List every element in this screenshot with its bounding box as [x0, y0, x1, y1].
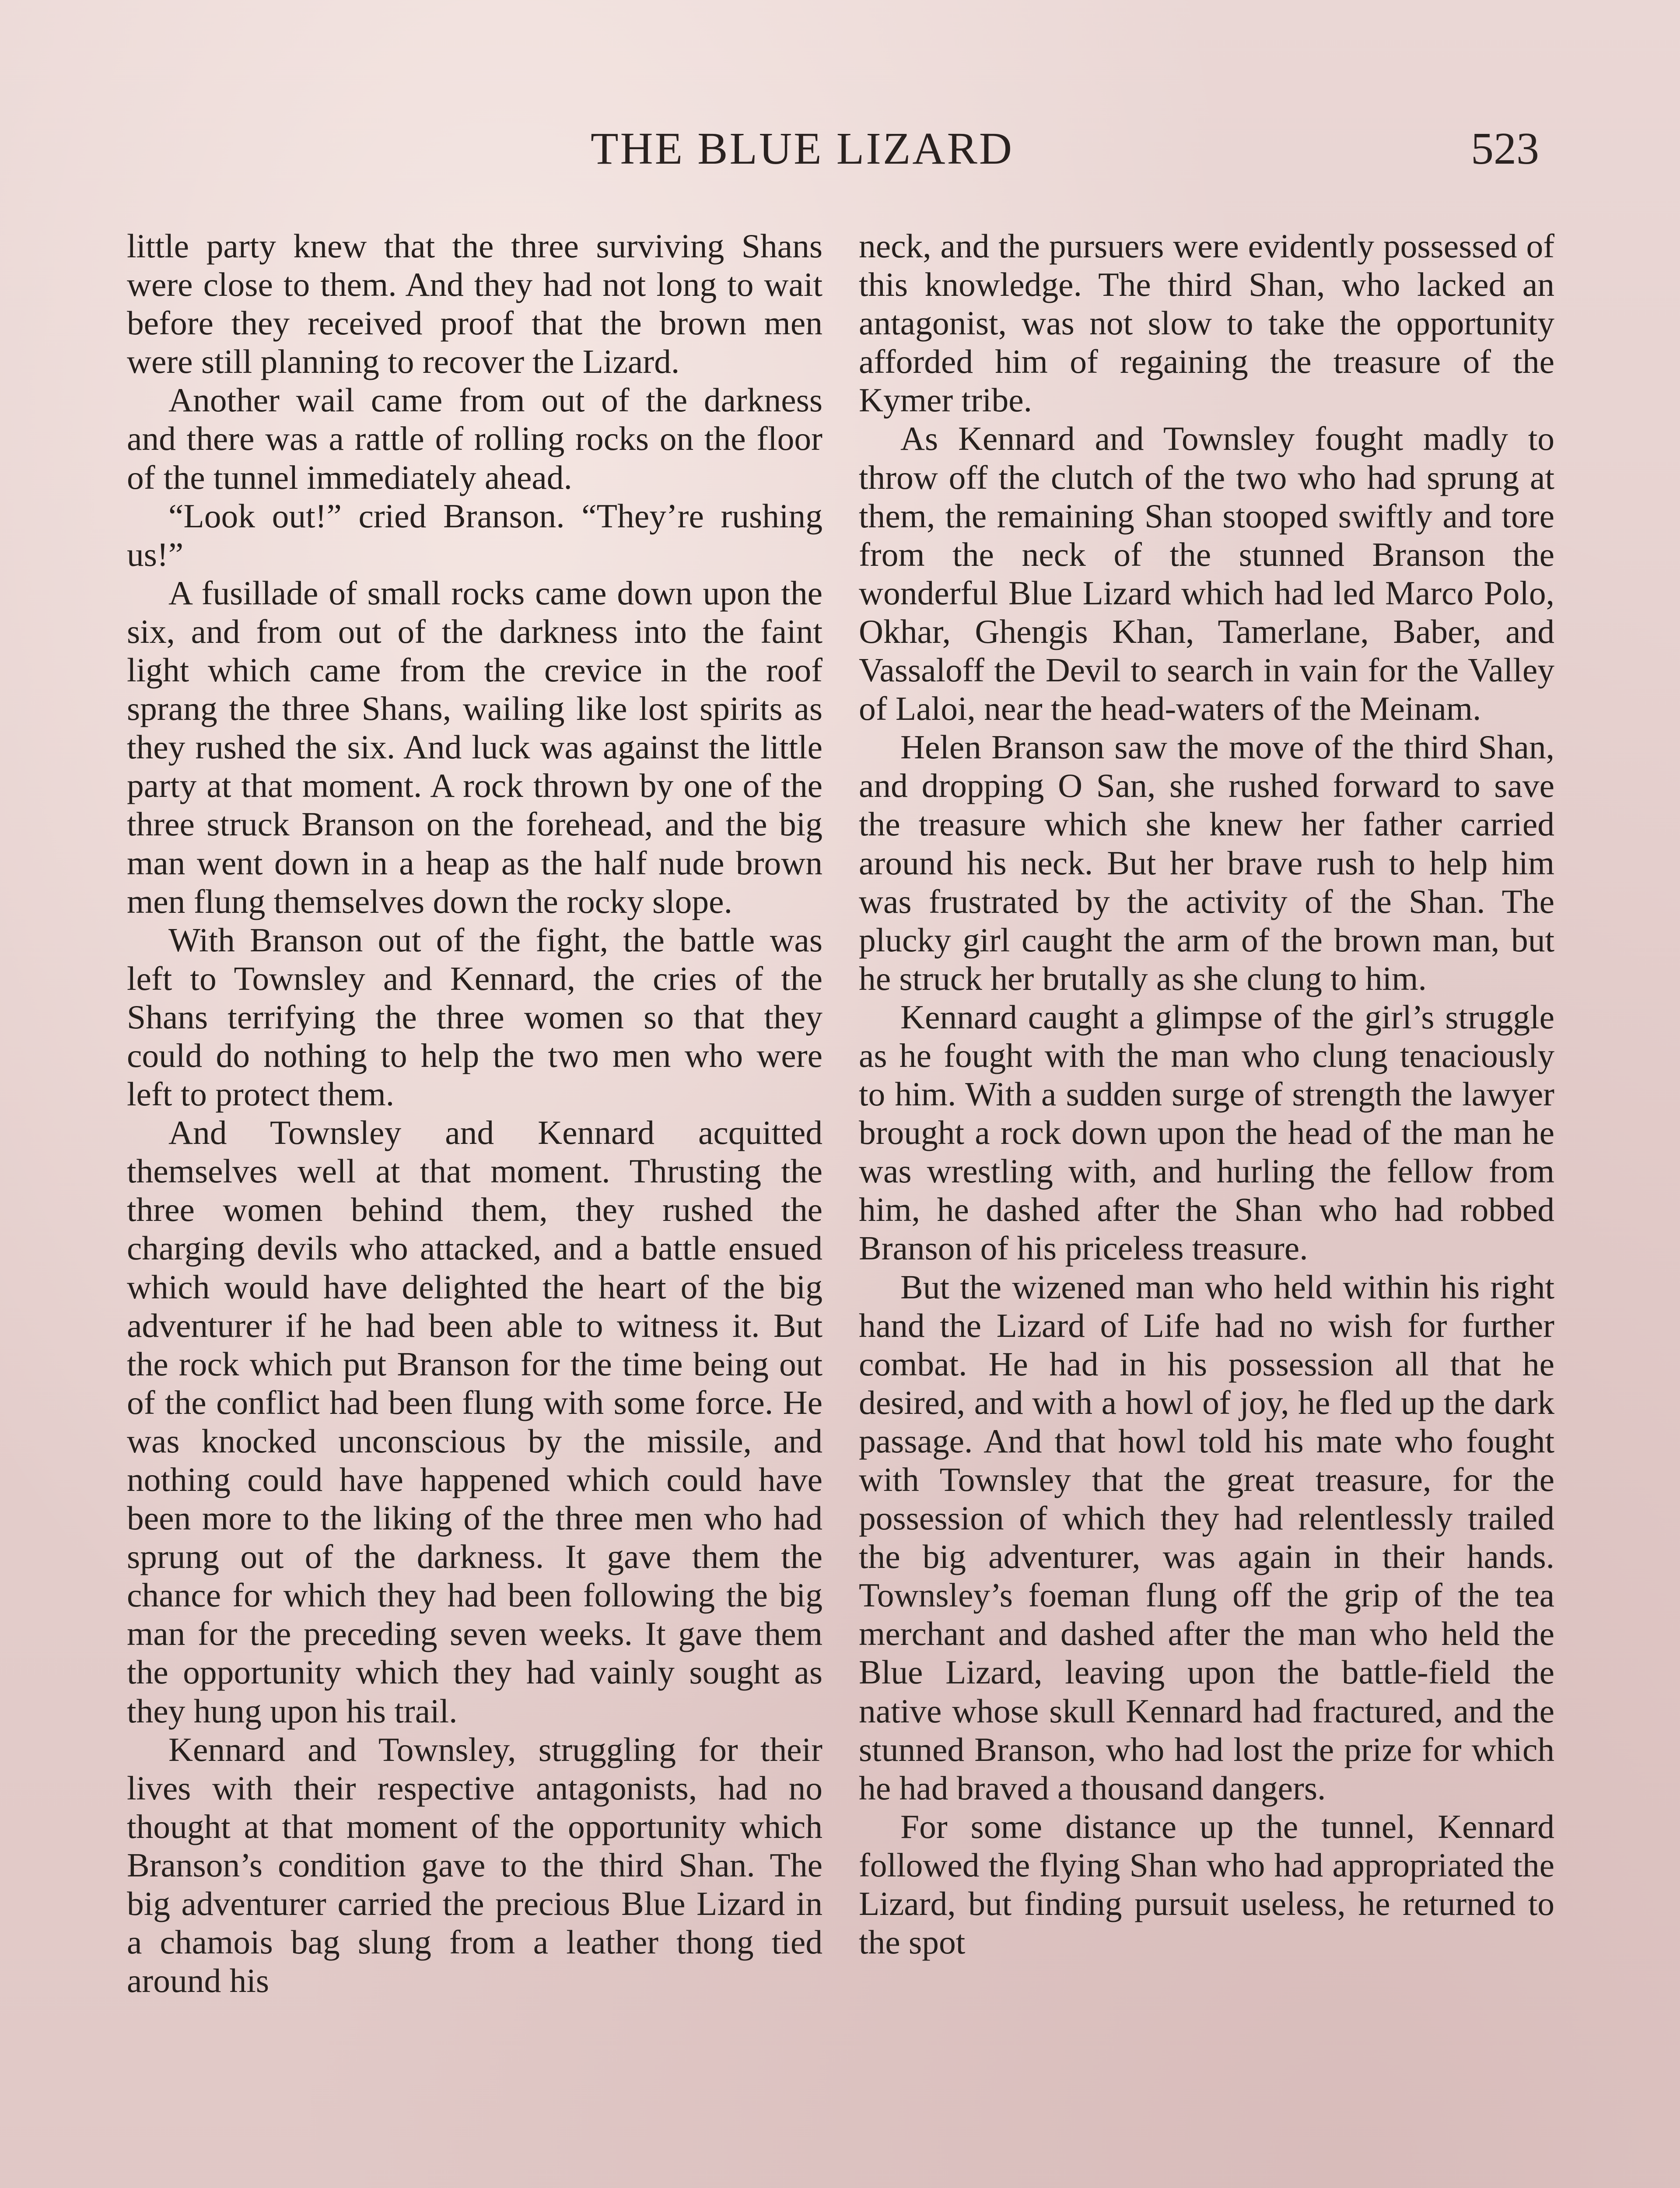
right-text-column	[859, 227, 1554, 2188]
paragraph: Kennard caught a glimpse of the girl’s struggle as he fought with the man who clung tenaciously to him. With a sudden surge of strength the lawyer brought a rock down upon the head of the man he was wrestling with, and hurling the fellow from him, he dashed after the Shan who had robbed Branson of his priceless treasure.	[859, 998, 1554, 1267]
left-text-column	[127, 227, 822, 2188]
paragraph: A fusillade of small rocks came down upon the six, and from out of the darkness into the faint light which came from the crevice in the roof sprang the three Shans, wailing like lost spirits as they rushed the six. And luck was against the little party at that moment. A rock thrown by one of the three struck Branson on the forehead, and the big man went down in a heap as the half nude brown men flung themselves down the rocky slope.	[127, 574, 822, 920]
paragraph: Kennard and Townsley, struggling for their lives with their respective antagonists, had no thought at that moment of the opportunity which Branson’s condition gave to the third Shan. The big adventurer carried the precious Blue Lizard in a chamois bag slung from a leather thong tied around his	[127, 1730, 822, 2000]
paragraph: For some distance up the tunnel, Kennard followed the flying Shan who had appropriated the Lizard, but finding pursuit useless, he returned to the spot	[859, 1807, 1554, 1961]
paragraph: Another wail came from out of the darkness and there was a rattle of rolling rocks on the floor of the tunnel immediately ahead.	[127, 381, 822, 496]
paragraph: Helen Branson saw the move of the third Shan, and dropping O San, she rushed forward to save the treasure which she knew her father carried around his neck. But her brave rush to help him was frustrated by the activity of the Shan. The plucky girl caught the arm of the brown man, but he struck her brutally as she clung to him.	[859, 728, 1554, 997]
paragraph: As Kennard and Townsley fought madly to throw off the clutch of the two who had sprung at them, the remaining Shan stooped swiftly and tore from the neck of the stunned Branson the wonderful Blue Lizard which had led Marco Polo, Okhar, Ghengis Khan, Tamerlane, Baber, and Vassaloff the Devil to search in vain for the Valley of Laloi, near the head-waters of the Meinam.	[859, 420, 1554, 728]
paragraph: With Branson out of the fight, the battle was left to Townsley and Kennard, the cries of the Shans terrifying the three women so that they could do nothing to help the two men who were left to protect them.	[127, 921, 822, 1113]
running-title: THE BLUE LIZARD	[591, 123, 1014, 174]
page-number: 523	[1471, 123, 1539, 174]
paragraph: But the wizened man who held within his right hand the Lizard of Life had no wish for further combat. He had in his possession all that he desired, and with a howl of joy, he fled up the dark passage. And that howl told his mate who fought with Townsley that the great treasure, for the possession of which they had relentlessly trailed the big adventurer, was again in their hands. Townsley’s foeman flung off the grip of the tea merchant and dashed after the man who held the Blue Lizard, leaving upon the battle-field the native whose skull Kennard had fractured, and the stunned Branson, who had lost the prize for which he had braved a thousand dangers.	[859, 1268, 1554, 1807]
paragraph: little party knew that the three surviving Shans were close to them. And they had not long to wait before they received proof that the brown men were still planning to recover the Lizard.	[127, 227, 822, 381]
paragraph: “Look out!” cried Branson. “They’re rushing us!”	[127, 497, 822, 573]
paragraph: neck, and the pursuers were evidently possessed of this knowledge. The third Shan, who lacked an antagonist, was not slow to take the opportunity afforded him of regaining the treasure of the Kymer tribe.	[859, 227, 1554, 419]
page-header	[0, 123, 1680, 188]
paragraph: And Townsley and Kennard acquitted themselves well at that moment. Thrusting the three women behind them, they rushed the charging devils who attacked, and a battle ensued which would have delighted the heart of the big adventurer if he had been able to witness it. But the rock which put Branson for the time being out of the conflict had been flung with some force. He was knocked unconscious by the missile, and nothing could have happened which could have been more to the liking of the three men who had sprung out of the darkness. It gave them the chance for which they had been following the big man for the preceding seven weeks. It gave them the opportunity which they had vainly sought as they hung upon his trail.	[127, 1114, 822, 1730]
